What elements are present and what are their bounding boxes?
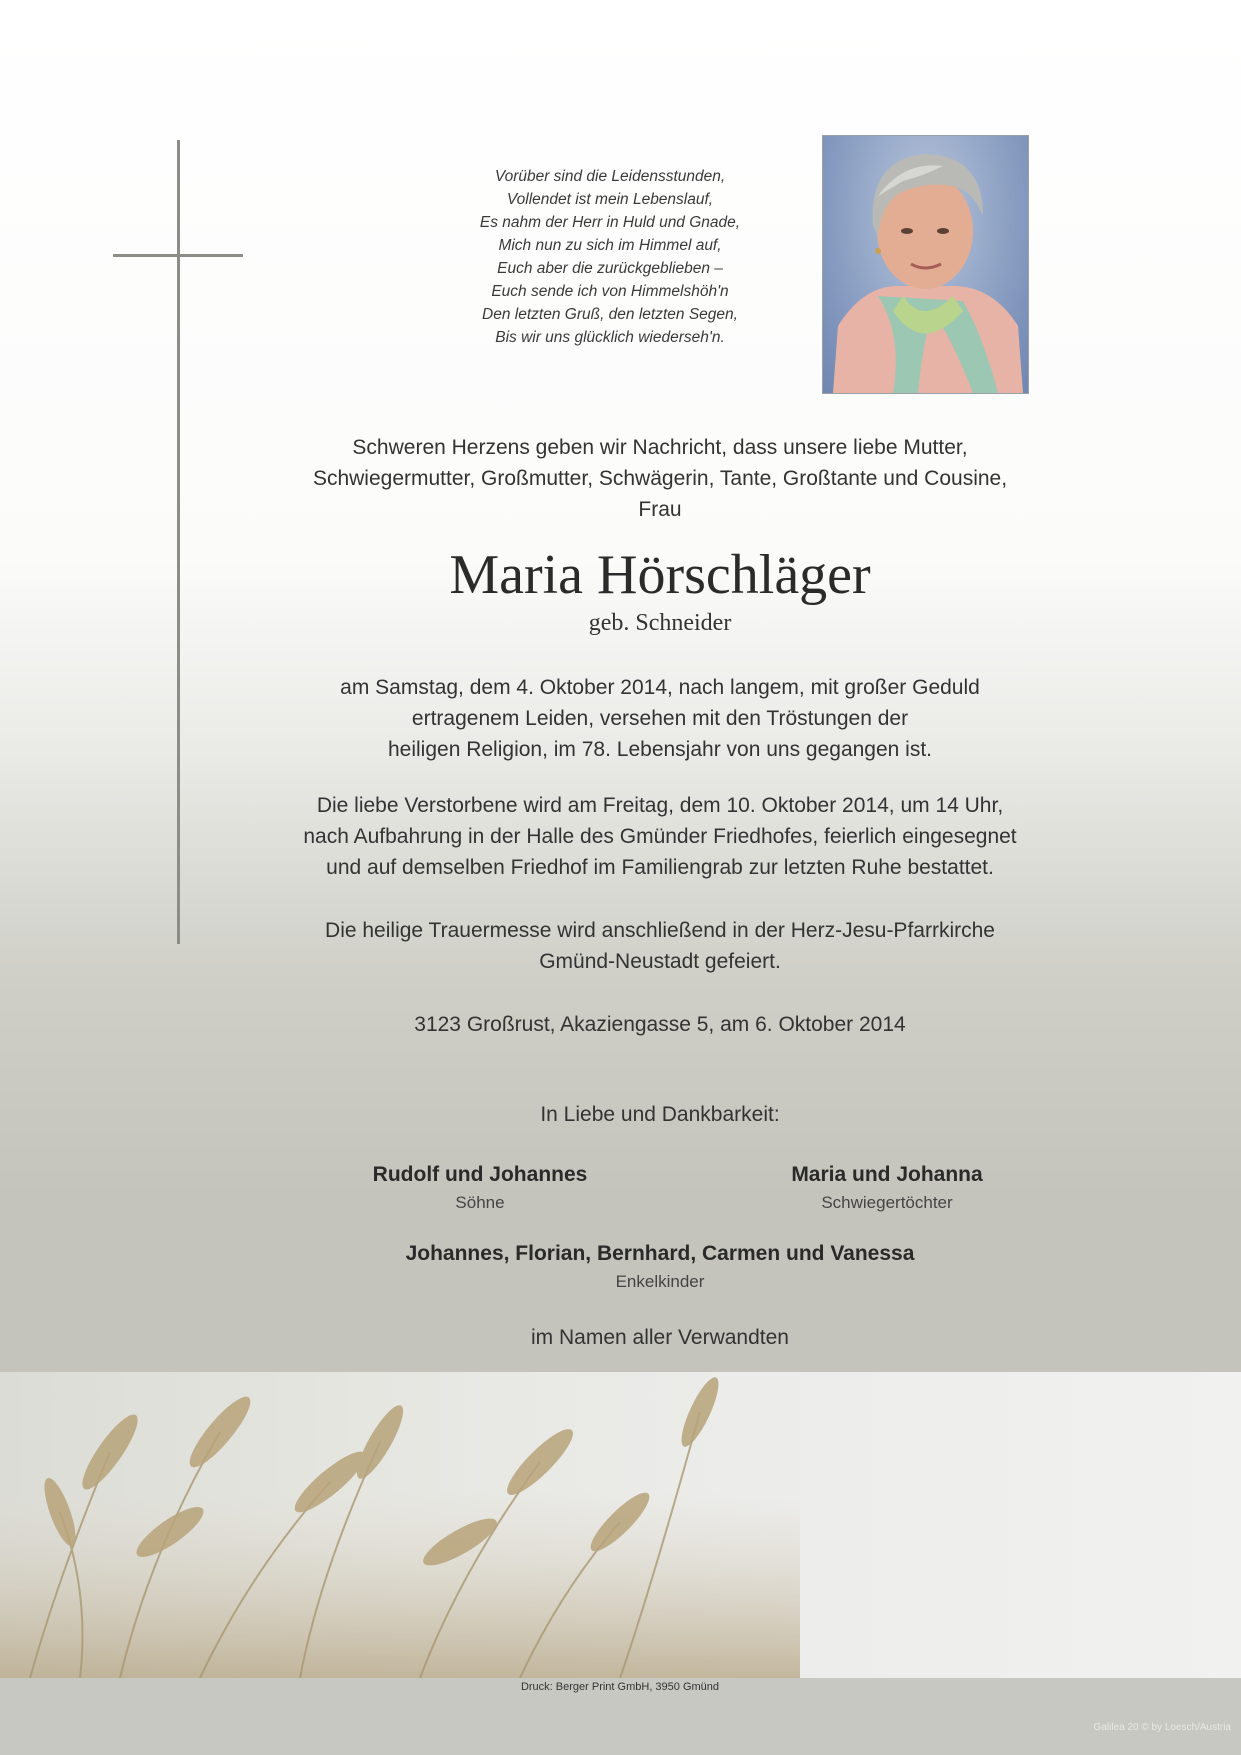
intro-line: Frau [638,498,682,521]
place-date: 3123 Großrust, Akaziengasse 5, am 6. Oktober 2014 [414,1013,906,1036]
paragraph-line: Gmünd-Neustadt gefeiert. [539,950,781,973]
announcement-intro [200,432,1120,525]
deceased-name: Maria Hörschläger [449,544,871,606]
paragraph-line: am Samstag, dem 4. Oktober 2014, nach langem, mit großer Geduld [340,676,980,699]
cross-horizontal-beam [113,254,243,257]
paragraph-line: ertragenem Leiden, versehen mit den Tröstungen der [411,707,909,730]
poem-line: Mich nun zu sich im Himmel auf, [498,237,722,254]
intro-line: Schweren Herzens geben wir Nachricht, dass unsere liebe Mutter, [352,436,968,459]
wheat-illustration [0,1372,1241,1678]
poem-line: Bis wir uns glücklich wiederseh'n. [495,329,725,346]
mourner-group-sons [330,1163,630,1213]
cross-vertical-beam [177,140,180,944]
poem-line: Vorüber sind die Leidensstunden, [494,168,726,185]
mourner-group-grandchildren [260,1242,1060,1292]
deceased-birth-name: geb. Schneider [588,610,732,636]
closing-line: im Namen aller Verwandten [531,1326,789,1349]
paragraph-line: heiligen Religion, im 78. Lebensjahr von uns gegangen ist. [387,738,933,761]
mourner-relation: Söhne [455,1193,505,1212]
mourner-group-daughters-in-law [737,1163,1037,1213]
mourner-relation: Enkelkinder [615,1272,705,1291]
poem-line: Euch sende ich von Himmelshöh'n [491,283,729,300]
portrait-illustration [823,136,1028,393]
mourner-names: Johannes, Florian, Bernhard, Carmen und Vanessa [405,1242,915,1265]
poem [420,165,800,349]
design-credit: Galilea 20 © by Loesch/Austria [1093,1722,1231,1733]
poem-line: Vollendet ist mein Lebenslauf, [506,191,714,208]
poem-line: Den letzten Gruß, den letzten Segen, [482,306,738,323]
thanks-line: In Liebe und Dankbarkeit: [540,1103,780,1126]
mourner-names: Maria und Johanna [791,1163,983,1186]
mourner-names: Rudolf und Johannes [372,1163,588,1186]
paragraph-line: nach Aufbahrung in der Halle des Gmünder Friedhofes, feierlich eingesegnet [303,825,1017,848]
intro-line: Schwiegermutter, Großmutter, Schwägerin, Tante, Großtante und Cousine, [312,467,1008,490]
wheat-field-image [0,1372,1241,1678]
funeral-paragraph [200,790,1120,883]
paragraph-line: Die liebe Verstorbene wird am Freitag, dem 10. Oktober 2014, um 14 Uhr, [316,794,1004,817]
poem-line: Euch aber die zurückgeblieben – [497,260,723,277]
printer-imprint: Druck: Berger Print GmbH, 3950 Gmünd [520,1681,720,1693]
mass-paragraph [200,915,1120,977]
mourner-relation: Schwiegertöchter [821,1193,953,1212]
paragraph-line: Die heilige Trauermesse wird anschließend in der Herz-Jesu-Pfarrkirche [325,919,995,942]
poem-line: Es nahm der Herr in Huld und Gnade, [479,214,741,231]
paragraph-line: und auf demselben Friedhof im Familiengrab zur letzten Ruhe bestattet. [326,856,994,879]
portrait-photo [822,135,1029,394]
death-paragraph [200,672,1120,765]
